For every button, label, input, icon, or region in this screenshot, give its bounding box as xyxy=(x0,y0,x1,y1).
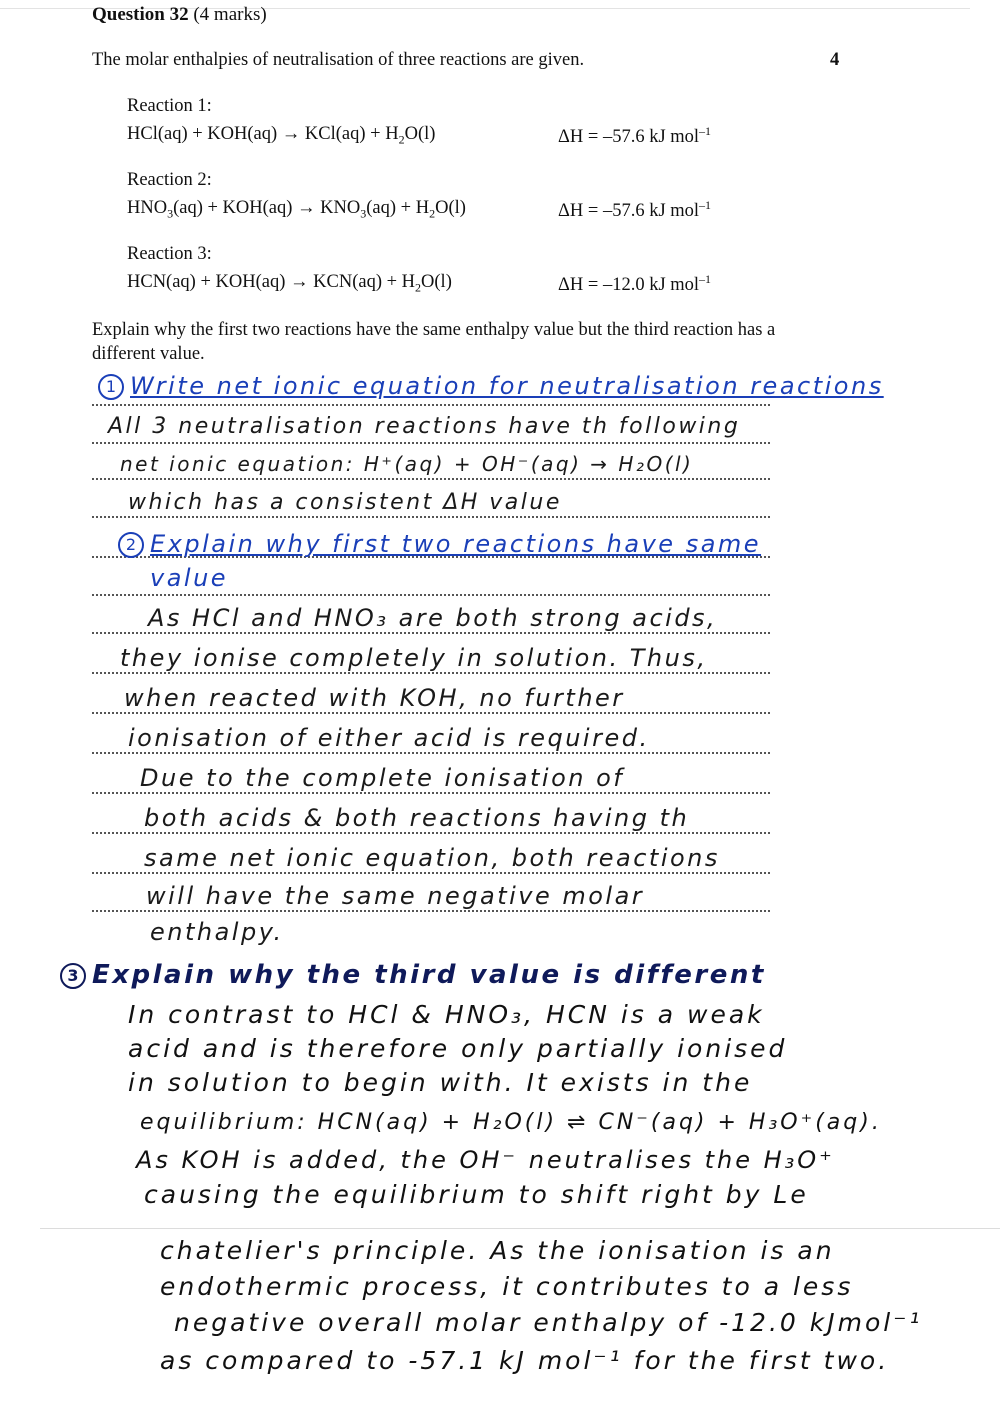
step-3-number: 3 xyxy=(60,963,86,989)
step-2-line: when reacted with KOH, no further xyxy=(124,684,625,712)
answer-line xyxy=(92,832,770,834)
answer-line xyxy=(92,404,770,406)
step-2-number: 2 xyxy=(118,532,144,558)
step-2-line: both acids & both reactions having th xyxy=(144,804,690,832)
step-3-line: equilibrium: HCN(aq) + H₂O(l) ⇌ CN⁻(aq) + H₃O⁺(aq). xyxy=(140,1110,882,1135)
question-marks: (4 marks) xyxy=(193,4,267,25)
reaction-3-enthalpy: ΔH = –12.0 kJ mol$^{-1}$ xyxy=(558,272,712,296)
step-2-line: same net ionic equation, both reactions xyxy=(144,844,720,872)
step-2-line: Due to the complete ionisation of xyxy=(140,764,625,792)
answer-line xyxy=(92,872,770,874)
step-2-line: they ionise completely in solution. Thus, xyxy=(120,644,708,672)
step-3-line: as compared to -57.1 kJ mol⁻¹ for the first two. xyxy=(160,1346,890,1375)
reaction-2-enthalpy: ΔH = –57.6 kJ mol$^{-1}$ xyxy=(558,198,712,222)
step-2-line: will have the same negative molar xyxy=(146,882,645,910)
step-2-line: ionisation of either acid is required. xyxy=(128,724,650,752)
reaction-1-title: Reaction 1: xyxy=(127,96,212,116)
answer-line xyxy=(92,478,770,480)
question-header xyxy=(92,4,267,26)
reaction-2-title: Reaction 2: xyxy=(127,170,212,190)
reaction-2-equation: $HNO_3(aq) + KOH(aq) \to KNO_3(aq) + H_2O(l)$ xyxy=(127,198,466,221)
step-3-heading: 3 Explain why the third value is different xyxy=(60,960,766,990)
step-3-line: causing the equilibrium to shift right by Le xyxy=(144,1180,809,1209)
answer-line xyxy=(92,752,770,754)
answer-line xyxy=(92,516,770,518)
page-divider xyxy=(40,1228,1000,1229)
step-1-heading: 1 Write net ionic equation for neutralisation reactions xyxy=(98,372,884,400)
step-3-line: in solution to begin with. It exists in the xyxy=(128,1068,753,1097)
step-1-number: 1 xyxy=(98,374,124,400)
answer-line xyxy=(92,712,770,714)
step-2-heading-cont: value xyxy=(150,564,229,592)
step-1-line: net ionic equation: H⁺(aq) + OH⁻(aq) → H₂O(l) xyxy=(120,452,694,476)
step-2-heading: 2 Explain why first two reactions have same xyxy=(118,530,761,558)
question-intro: The molar enthalpies of neutralisation of three reactions are given. xyxy=(92,50,585,70)
answer-line xyxy=(92,442,770,444)
step-3-line: In contrast to HCl & HNO₃, HCN is a weak xyxy=(128,1000,765,1029)
step-2-line: As HCl and HNO₃ are both strong acids, xyxy=(148,604,718,632)
answer-line xyxy=(92,632,770,634)
step-1-line: All 3 neutralisation reactions have th following xyxy=(108,414,741,439)
marks-number: 4 xyxy=(830,50,840,70)
answer-line xyxy=(92,910,770,912)
step-3-line: negative overall molar enthalpy of -12.0 kJmol⁻¹ xyxy=(174,1308,923,1337)
reaction-1-equation: $HCl(aq) + KOH(aq) \to KCl(aq) + H_2O(l)$ xyxy=(127,124,436,147)
step-3-line: As KOH is added, the OH⁻ neutralises the H₃O⁺ xyxy=(136,1146,835,1174)
step-1-line: which has a consistent ΔH value xyxy=(128,490,562,515)
answer-line xyxy=(92,594,770,596)
step-3-line: chatelier's principle. As the ionisation is an xyxy=(160,1236,835,1265)
answer-line xyxy=(92,672,770,674)
step-3-line: endothermic process, it contributes to a less xyxy=(160,1272,854,1301)
question-prompt: Explain why the first two reactions have the same enthalpy value but the third reaction has a different value. xyxy=(92,320,776,364)
reaction-3-title: Reaction 3: xyxy=(127,244,212,264)
reaction-3-equation: $HCN(aq) + KOH(aq) \to KCN(aq) + H_2O(l)$ xyxy=(127,272,452,295)
reaction-1-enthalpy: ΔH = –57.6 kJ mol$^{-1}$ xyxy=(558,124,712,148)
step-3-line: acid and is therefore only partially ionised xyxy=(128,1034,788,1063)
step-2-line: enthalpy. xyxy=(150,918,284,946)
question-label: Question 32 xyxy=(92,4,189,25)
answer-line xyxy=(92,792,770,794)
